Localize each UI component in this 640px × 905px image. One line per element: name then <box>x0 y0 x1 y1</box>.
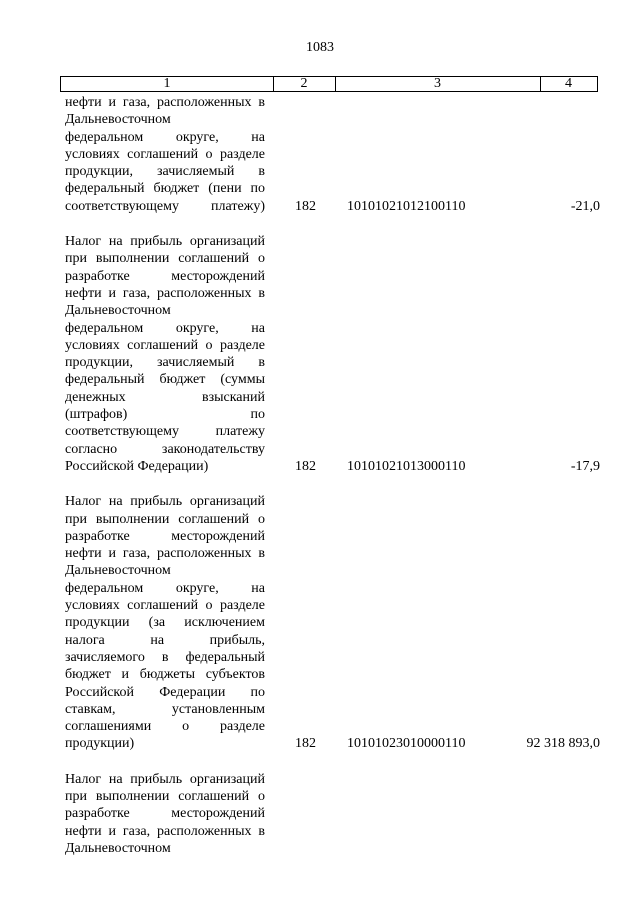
description-line: Налог на прибыль организаций <box>65 234 265 250</box>
page-number: 1083 <box>306 40 334 55</box>
description-line: разработке месторождений <box>65 528 265 544</box>
table-row <box>0 233 640 475</box>
description-line: соответствующему платежу <box>65 424 265 440</box>
description-line: нефти и газа, расположенных в <box>65 823 265 839</box>
row-description <box>65 233 265 475</box>
budget-classification-code: 10101023010000110 <box>347 736 466 752</box>
row-description <box>65 94 265 215</box>
description-line: федеральном округе, на <box>65 580 265 596</box>
budget-classification-code: 10101021012100110 <box>347 198 466 214</box>
description-line: Российской Федерации) <box>65 458 209 474</box>
description-line: Дальневосточном <box>65 303 171 319</box>
description-line: разработке месторождений <box>65 268 265 284</box>
admin-code: 182 <box>295 198 316 214</box>
description-line: Дальневосточном <box>65 112 171 128</box>
column-header-2: 2 <box>273 77 336 91</box>
description-line: нефти и газа, расположенных в <box>65 95 265 110</box>
table-row <box>0 771 640 857</box>
description-line: при выполнении соглашений о <box>65 788 265 804</box>
description-line: нефти и газа, расположенных в <box>65 285 265 301</box>
table-row <box>0 94 640 215</box>
column-header-4: 4 <box>565 76 572 91</box>
description-line: продукции (за исключением <box>65 615 265 631</box>
description-line: условиях соглашений о разделе <box>65 146 265 162</box>
row-description <box>65 493 265 752</box>
description-line: при выполнении соглашений о <box>65 511 265 527</box>
description-line: продукции) <box>65 736 135 752</box>
table-header-row <box>60 76 598 92</box>
description-line: Российской Федерации по <box>65 684 265 700</box>
admin-code: 182 <box>295 736 316 752</box>
description-line: бюджет и бюджеты субъектов <box>65 667 265 683</box>
amount: 92 318 893,0 <box>526 736 600 752</box>
budget-classification-code: 10101021013000110 <box>347 458 466 474</box>
description-line: условиях соглашений о разделе <box>65 337 265 353</box>
description-line: Налог на прибыль организаций <box>65 494 265 510</box>
description-line: (штрафов) по <box>65 407 265 423</box>
description-line: продукции, зачисляемый в <box>65 355 265 371</box>
description-line: федеральный бюджет (суммы <box>65 372 265 388</box>
description-line: соответствующему платежу) <box>65 198 265 214</box>
amount: -21,0 <box>570 198 600 214</box>
description-line: Дальневосточном <box>65 840 171 856</box>
table-row <box>0 493 640 752</box>
description-line: условиях соглашений о разделе <box>65 598 265 614</box>
description-line: Дальневосточном <box>65 563 171 579</box>
description-line: соглашениями о разделе <box>65 719 265 735</box>
description-line: федеральный бюджет (пени по <box>65 181 265 197</box>
description-line: зачисляемого в федеральный <box>65 649 265 665</box>
description-line: нефти и газа, расположенных в <box>65 546 265 562</box>
description-line: разработке месторождений <box>65 806 265 822</box>
description-line: денежных взысканий <box>65 389 265 405</box>
description-line: Налог на прибыль организаций <box>65 771 265 787</box>
admin-code: 182 <box>295 458 316 474</box>
table-body <box>0 94 640 857</box>
description-line: федеральном округе, на <box>65 129 265 145</box>
description-line: ставкам, установленным <box>65 701 265 717</box>
description-line: согласно законодательству <box>65 441 265 457</box>
row-description <box>65 771 265 857</box>
column-header-1: 1 <box>61 77 274 91</box>
column-header-3: 3 <box>335 77 541 91</box>
description-line: при выполнении соглашений о <box>65 251 265 267</box>
amount: -17,9 <box>570 458 600 474</box>
description-line: федеральном округе, на <box>65 320 265 336</box>
description-line: налога на прибыль, <box>65 632 265 648</box>
description-line: продукции, зачисляемый в <box>65 164 265 180</box>
